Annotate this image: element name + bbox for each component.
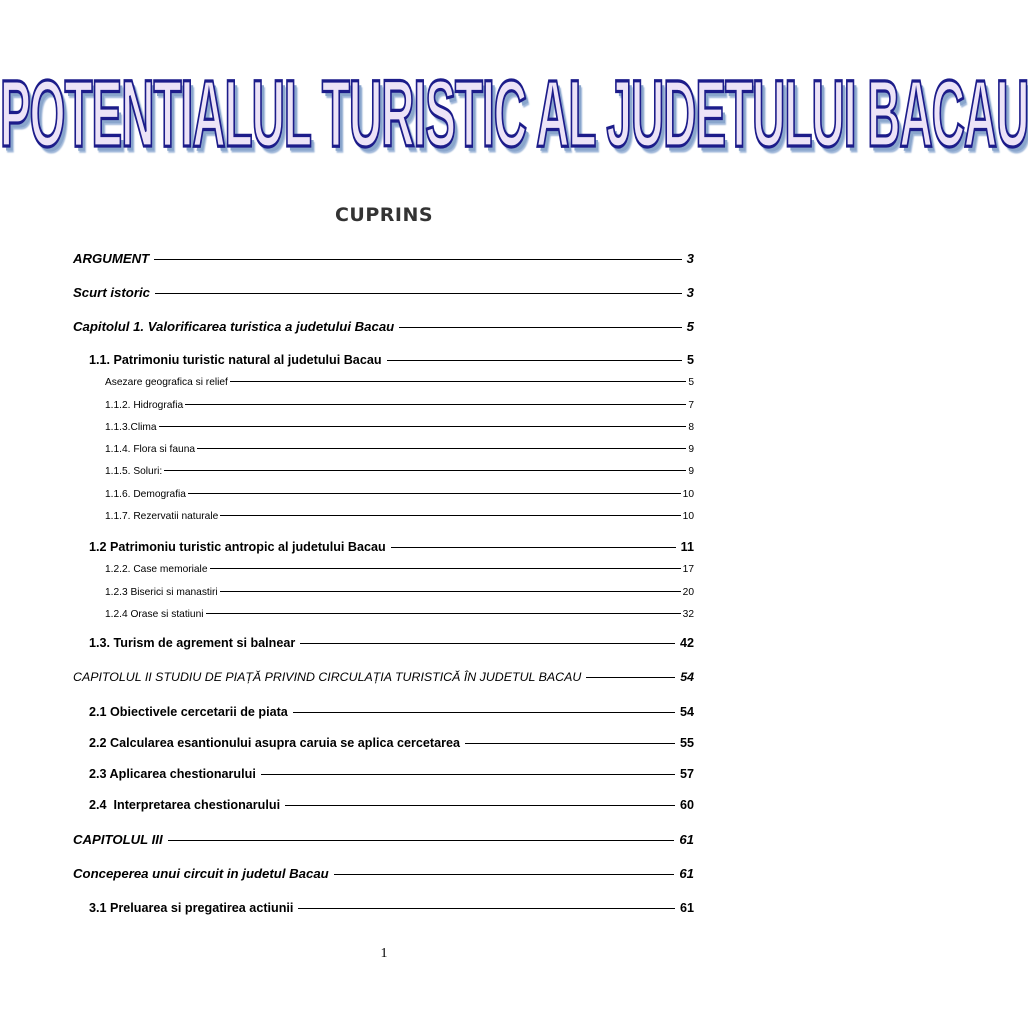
toc-entry[interactable] — [89, 901, 694, 915]
toc-entry-label: 1.2 Patrimoniu turistic antropic al judetului Bacau — [89, 540, 386, 554]
toc-entry[interactable] — [73, 832, 694, 847]
toc-entry-label: 1.1.3.Clima — [105, 422, 157, 433]
toc-entry-label: Asezare geografica si relief — [105, 377, 228, 388]
toc-leader — [185, 404, 686, 405]
toc-entry[interactable] — [89, 353, 694, 367]
toc-entry-label: 1.2.4 Orase si statiuni — [105, 609, 204, 620]
toc-entry-label: 1.2.3 Biserici si manastiri — [105, 587, 218, 598]
toc-entry[interactable] — [105, 422, 694, 433]
toc-leader — [300, 643, 675, 644]
toc-entry-label: 1.3. Turism de agrement si balnear — [89, 636, 296, 650]
toc-entry[interactable] — [73, 866, 694, 881]
toc-leader — [465, 743, 675, 744]
toc-entry-label: 1.1.7. Rezervatii naturale — [105, 511, 219, 522]
toc-entry[interactable] — [73, 285, 694, 300]
toc-entry-page: 3 — [686, 251, 694, 266]
toc-entry[interactable] — [105, 377, 694, 388]
toc-entry[interactable] — [89, 705, 694, 719]
toc-entry[interactable] — [105, 444, 694, 455]
toc-entry-page: 61 — [679, 832, 694, 847]
toc-entry-page: 5 — [686, 353, 694, 367]
toc-leader — [155, 293, 682, 294]
toc-leader — [220, 515, 680, 516]
toc-entry-page: 17 — [682, 564, 694, 575]
toc-entry-label: Scurt istoric — [73, 285, 150, 300]
toc-entry[interactable] — [105, 564, 694, 575]
toc-entry-page: 8 — [688, 422, 694, 433]
toc-leader — [387, 360, 682, 361]
toc-entry-label: 1.1.2. Hidrografia — [105, 400, 184, 411]
toc-entry-page: 10 — [682, 489, 694, 500]
toc-entry-page: 10 — [682, 511, 694, 522]
toc-leader — [220, 591, 681, 592]
toc-entry-label: 2.4 Interpretarea chestionarului — [89, 798, 281, 812]
toc-leader — [164, 470, 686, 471]
toc-entry-label: Capitolul 1. Valorificarea turistica a judetului Bacau — [73, 319, 395, 334]
toc-leader — [261, 774, 675, 775]
toc-leader — [197, 448, 686, 449]
toc-leader — [334, 874, 675, 875]
toc-leader — [391, 547, 676, 548]
toc-entry-label: 2.2 Calcularea esantionului asupra caruia se aplica cercetarea — [89, 736, 461, 750]
toc-leader — [154, 259, 681, 260]
toc-entry-label: 1.1.6. Demografia — [105, 489, 186, 500]
toc-leader — [230, 381, 686, 382]
toc-entry-label: 1.2.2. Case memoriale — [105, 564, 208, 575]
toc-entry-page: 60 — [679, 798, 694, 812]
toc-entry[interactable] — [105, 609, 694, 620]
toc-entry-label: CAPITOLUL II STUDIU DE PIAȚĂ PRIVIND CIRCULAȚIA TURISTICĂ ÎN JUDETUL BACAU — [73, 670, 582, 684]
toc-entry[interactable] — [89, 767, 694, 781]
toc-entry[interactable] — [73, 251, 694, 266]
toc-entry[interactable] — [105, 511, 694, 522]
toc-entry-page: 7 — [688, 400, 694, 411]
toc-entry[interactable] — [105, 400, 694, 411]
toc-entry-label: 2.3 Aplicarea chestionarului — [89, 767, 256, 781]
toc-entry[interactable] — [89, 540, 694, 554]
toc-entry-page: 5 — [688, 377, 694, 388]
toc-entry-page: 61 — [679, 901, 694, 915]
toc-leader — [210, 568, 681, 569]
toc-entry[interactable] — [105, 466, 694, 477]
toc-entry[interactable] — [105, 489, 694, 500]
toc-leader — [168, 840, 675, 841]
toc-entry-label: 1.1. Patrimoniu turistic natural al judetului Bacau — [89, 353, 382, 367]
toc-leader — [188, 493, 681, 494]
toc-entry-page: 54 — [679, 705, 694, 719]
toc-leader — [586, 677, 675, 678]
toc-entry-page: 42 — [679, 636, 694, 650]
toc-leader — [298, 908, 675, 909]
toc-entry-label: ARGUMENT — [73, 251, 150, 266]
toc-entry-label: Conceperea unui circuit in judetul Bacau — [73, 866, 329, 881]
toc-entry-page: 61 — [679, 866, 694, 881]
toc-leader — [285, 805, 675, 806]
toc-entry-label: CAPITOLUL III — [73, 832, 163, 847]
toc-entry-page: 55 — [679, 736, 694, 750]
toc-heading: CUPRINS — [334, 204, 434, 226]
toc-entry-label: 2.1 Obiectivele cercetarii de piata — [89, 705, 288, 719]
toc-entry-page: 57 — [679, 767, 694, 781]
page-number: 1 — [380, 946, 388, 961]
toc-entry[interactable] — [89, 636, 694, 650]
toc-entry-page: 5 — [686, 319, 694, 334]
toc-entry[interactable] — [73, 319, 694, 334]
toc-entry-page: 3 — [686, 285, 694, 300]
toc-leader — [206, 613, 681, 614]
toc-entry-page: 54 — [680, 670, 694, 684]
toc-entry-page: 9 — [688, 444, 694, 455]
toc-entry-page: 11 — [680, 540, 694, 554]
toc-entry[interactable] — [73, 670, 694, 684]
toc-leader — [399, 327, 681, 328]
toc-entry[interactable] — [105, 587, 694, 598]
toc-entry-page: 32 — [682, 609, 694, 620]
document-title: POTENTIALUL TURISTIC AL JUDETULUI BACAU — [0, 60, 1028, 167]
toc-entry[interactable] — [89, 798, 694, 812]
toc-entry-page: 20 — [682, 587, 694, 598]
toc-leader — [293, 712, 675, 713]
toc-entry-page: 9 — [688, 466, 694, 477]
toc-leader — [159, 426, 687, 427]
toc-entry-label: 1.1.5. Soluri: — [105, 466, 163, 477]
toc-entry-label: 1.1.4. Flora si fauna — [105, 444, 196, 455]
toc-entry-label: 3.1 Preluarea si pregatirea actiunii — [89, 901, 294, 915]
toc-entry[interactable] — [89, 736, 694, 750]
